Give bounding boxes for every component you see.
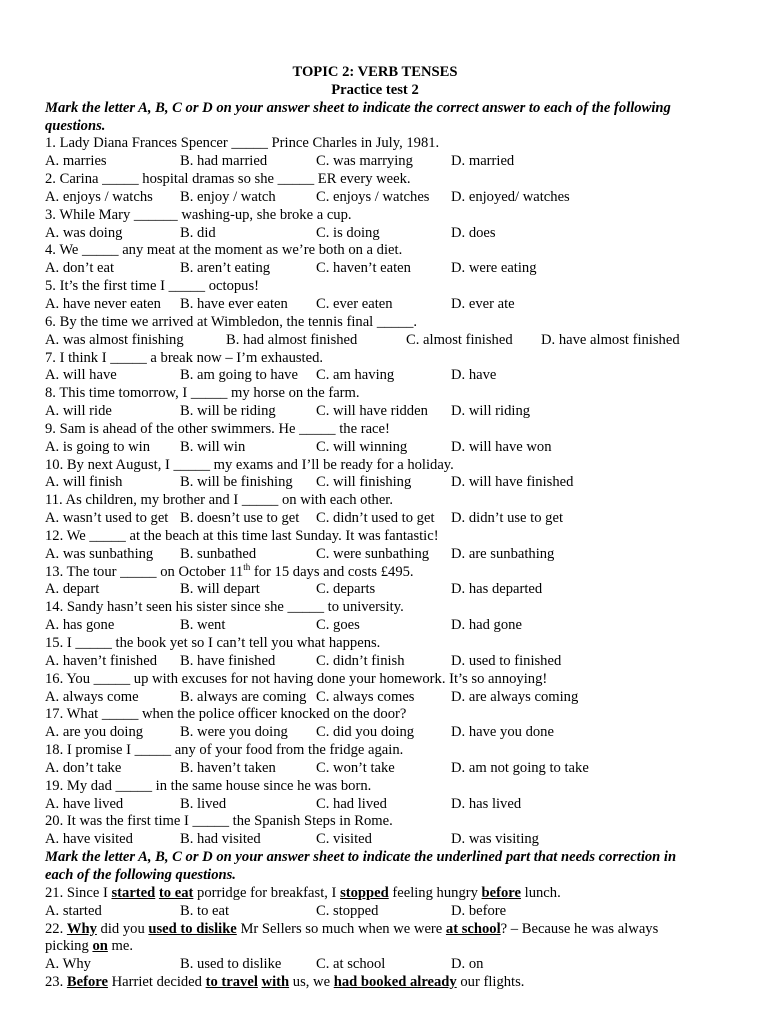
option-a: A. wasn’t used to get (45, 510, 169, 527)
option-a: A. will have (45, 367, 117, 384)
question-20: 20. It was the first time I _____ the Spanish Steps in Rome. (45, 813, 393, 830)
option-a: A. will ride (45, 403, 112, 420)
question-text: feeling hungry (388, 884, 482, 901)
option-b: B. were you doing (180, 724, 288, 741)
options-22 (45, 956, 705, 974)
option-d: D. are sunbathing (451, 545, 555, 562)
option-b: B. will win (180, 438, 246, 455)
option-a: A. started (45, 902, 102, 919)
question-text: us, we (289, 974, 334, 991)
option-c: C. goes (316, 617, 360, 634)
options-12 (45, 546, 705, 564)
underlined-part-c: at school (445, 920, 501, 937)
question-6: 6. By the time we arrived at Wimbledon, the tennis final _____. (45, 313, 418, 330)
underlined-part-a: Why (66, 920, 97, 937)
underlined-part-d: had booked already (333, 974, 457, 991)
option-c: C. enjoys / watches (316, 188, 430, 205)
underlined-part-d: on (92, 938, 108, 955)
option-a: A. don’t eat (45, 260, 115, 277)
option-a: A. depart (45, 581, 100, 598)
option-d: D. married (451, 153, 515, 170)
question-12: 12. We _____ at the beach at this time last Sunday. It was fantastic! (45, 527, 439, 544)
option-b: B. always are coming (180, 688, 307, 705)
option-d: D. have (451, 367, 497, 384)
option-b: B. am going to have (180, 367, 298, 384)
option-a: A. was almost finishing (45, 331, 184, 348)
question-text: did you (96, 920, 149, 937)
underlined-part-c: stopped (340, 884, 389, 901)
option-b: B. will depart (180, 581, 260, 598)
option-c: C. will have ridden (316, 403, 428, 420)
options-7 (45, 367, 705, 385)
option-d: D. before (451, 902, 507, 919)
question-8: 8. This time tomorrow, I _____ my horse on the farm. (45, 385, 360, 402)
option-c: C. visited (316, 831, 372, 848)
option-d: D. have almost finished (541, 331, 680, 348)
instruction-multiple-choice: Mark the letter A, B, C or D on your answer sheet to indicate the correct answer to each of the following questions. (45, 99, 671, 134)
question-11: 11. As children, my brother and I _____ on with each other. (45, 492, 394, 509)
question-17: 17. What _____ when the police officer knocked on the door? (45, 706, 407, 723)
option-d: D. ever ate (451, 295, 515, 312)
question-7: 7. I think I _____ a break now – I’m exhausted. (45, 349, 324, 366)
options-4 (45, 260, 705, 278)
option-b: B. used to dislike (180, 956, 282, 973)
option-b: B. to eat (180, 902, 230, 919)
option-a: A. marries (45, 153, 107, 170)
question-3: 3. While Mary ______ washing-up, she broke a cup. (45, 206, 352, 223)
option-d: D. enjoyed/ watches (451, 188, 570, 205)
question-2: 2. Carina _____ hospital dramas so she _____ ER every week. (45, 171, 411, 188)
question-22 (45, 921, 705, 957)
option-b: B. doesn’t use to get (180, 510, 300, 527)
underlined-part-a: started (111, 884, 156, 901)
option-a: A. have visited (45, 831, 133, 848)
question-text: for 15 days and costs £495. (250, 563, 414, 580)
question-text: ? – Because he was always picking (45, 920, 659, 955)
option-c: C. departs (316, 581, 376, 598)
options-13 (45, 581, 705, 599)
underlined-part-d: before (481, 884, 521, 901)
option-a: A. enjoys / watchs (45, 188, 153, 205)
question-1: 1. Lady Diana Frances Spencer _____ Prince Charles in July, 1981. (45, 135, 440, 152)
underlined-part-b: to eat (158, 884, 194, 901)
option-b: B. sunbathed (180, 545, 257, 562)
option-d: D. have you done (451, 724, 554, 741)
question-5: 5. It’s the first time I _____ octopus! (45, 278, 260, 295)
question-4: 4. We _____ any meat at the moment as we’re both on a diet. (45, 242, 403, 259)
options-6 (45, 332, 705, 350)
option-c: C. am having (316, 367, 395, 384)
option-d: D. had gone (451, 617, 522, 634)
options-11 (45, 510, 705, 528)
option-b: B. had almost finished (226, 331, 358, 348)
option-a: A. is going to win (45, 438, 150, 455)
option-c: C. had lived (316, 795, 387, 812)
options-14 (45, 617, 705, 635)
question-text: lunch. (521, 884, 561, 901)
question-15: 15. I _____ the book yet so I can’t tell you what happens. (45, 635, 381, 651)
worksheet-page (45, 64, 705, 992)
option-a: A. don’t take (45, 759, 122, 776)
question-text: our flights. (456, 974, 525, 991)
question-21 (45, 885, 705, 903)
option-d: D. used to finished (451, 652, 562, 669)
option-a: A. haven’t finished (45, 652, 157, 669)
option-d: D. does (451, 224, 496, 241)
option-a: A. have never eaten (45, 295, 161, 312)
question-text: 13. The tour _____ on October 11 (45, 563, 244, 580)
options-10 (45, 474, 705, 492)
options-19 (45, 796, 705, 814)
option-b: B. will be riding (180, 403, 276, 420)
underlined-part-c: with (261, 974, 290, 991)
question-text: 21. Since I (45, 884, 112, 901)
option-a: A. always come (45, 688, 139, 705)
option-a: A. was sunbathing (45, 545, 154, 562)
ordinal-suffix: th (243, 561, 251, 572)
option-c: C. haven’t eaten (316, 260, 411, 277)
underlined-part-b: used to dislike (148, 920, 237, 937)
option-c: C. were sunbathing (316, 545, 430, 562)
option-b: B. have ever eaten (180, 295, 288, 312)
option-d: D. on (451, 956, 484, 973)
question-16: 16. You _____ up with excuses for not having done your homework. It’s so annoying! (45, 670, 548, 687)
option-d: D. am not going to take (451, 759, 589, 776)
option-d: D. will have won (451, 438, 552, 455)
options-5 (45, 296, 705, 314)
option-c: C. stopped (316, 902, 379, 919)
option-c: C. was marrying (316, 153, 413, 170)
option-c: C. almost finished (406, 331, 513, 348)
option-d: D. are always coming (451, 688, 579, 705)
option-a: A. are you doing (45, 724, 144, 741)
question-text: porridge for breakfast, I (193, 884, 341, 901)
options-3 (45, 225, 705, 243)
option-b: B. went (180, 617, 226, 634)
page-title: TOPIC 2: VERB TENSES (292, 64, 458, 80)
option-b: B. enjoy / watch (180, 188, 276, 205)
option-b: B. will be finishing (180, 474, 293, 491)
option-b: B. haven’t taken (180, 759, 276, 776)
option-c: C. didn’t finish (316, 652, 405, 669)
option-b: B. had married (180, 153, 268, 170)
option-b: B. have finished (180, 652, 276, 669)
option-a: A. was doing (45, 224, 123, 241)
option-c: C. won’t take (316, 759, 395, 776)
question-23 (45, 974, 705, 992)
options-17 (45, 724, 705, 742)
option-b: B. lived (180, 795, 227, 812)
page-subtitle: Practice test 2 (331, 81, 419, 98)
option-d: D. has departed (451, 581, 543, 598)
question-18: 18. I promise I _____ any of your food from the fridge again. (45, 742, 404, 759)
question-13 (45, 561, 705, 582)
options-8 (45, 403, 705, 421)
option-d: D. will riding (451, 403, 531, 420)
option-a: A. will finish (45, 474, 123, 491)
question-10: 10. By next August, I _____ my exams and I’ll be ready for a holiday. (45, 456, 454, 473)
question-text: me. (107, 938, 133, 955)
question-text: Mr Sellers so much when we were (236, 920, 446, 937)
options-18 (45, 760, 705, 778)
option-a: A. Why (45, 956, 91, 973)
option-b: B. aren’t eating (180, 260, 271, 277)
question-9: 9. Sam is ahead of the other swimmers. He _____ the race! (45, 420, 390, 437)
options-15 (45, 653, 705, 671)
option-d: D. will have finished (451, 474, 574, 491)
question-14: 14. Sandy hasn’t seen his sister since she _____ to university. (45, 599, 404, 616)
option-b: B. did (180, 224, 216, 241)
instruction-error-correction: Mark the letter A, B, C or D on your answer sheet to indicate the underlined part that needs correction in each of the following questions. (45, 849, 677, 883)
option-c: C. will finishing (316, 474, 412, 491)
options-2 (45, 189, 705, 207)
options-1 (45, 153, 705, 171)
option-d: D. were eating (451, 260, 537, 277)
option-a: A. has gone (45, 617, 115, 634)
underlined-part-a: Before (66, 974, 108, 991)
option-a: A. have lived (45, 795, 124, 812)
option-c: C. ever eaten (316, 295, 393, 312)
option-b: B. had visited (180, 831, 261, 848)
option-d: D. was visiting (451, 831, 539, 848)
option-d: D. didn’t use to get (451, 510, 564, 527)
option-c: C. did you doing (316, 724, 415, 741)
question-19: 19. My dad _____ in the same house since he was born. (45, 777, 372, 794)
options-20 (45, 831, 705, 849)
option-c: C. is doing (316, 224, 380, 241)
options-16 (45, 689, 705, 707)
question-text: Harriet decided (107, 974, 206, 991)
question-text: 22. (45, 920, 67, 937)
option-c: C. always comes (316, 688, 415, 705)
option-c: C. at school (316, 956, 386, 973)
option-c: C. didn’t used to get (316, 510, 435, 527)
options-21 (45, 903, 705, 921)
underlined-part-b: to travel (205, 974, 258, 991)
option-d: D. has lived (451, 795, 522, 812)
question-text: 23. (45, 974, 67, 991)
option-c: C. will winning (316, 438, 408, 455)
options-9 (45, 439, 705, 457)
